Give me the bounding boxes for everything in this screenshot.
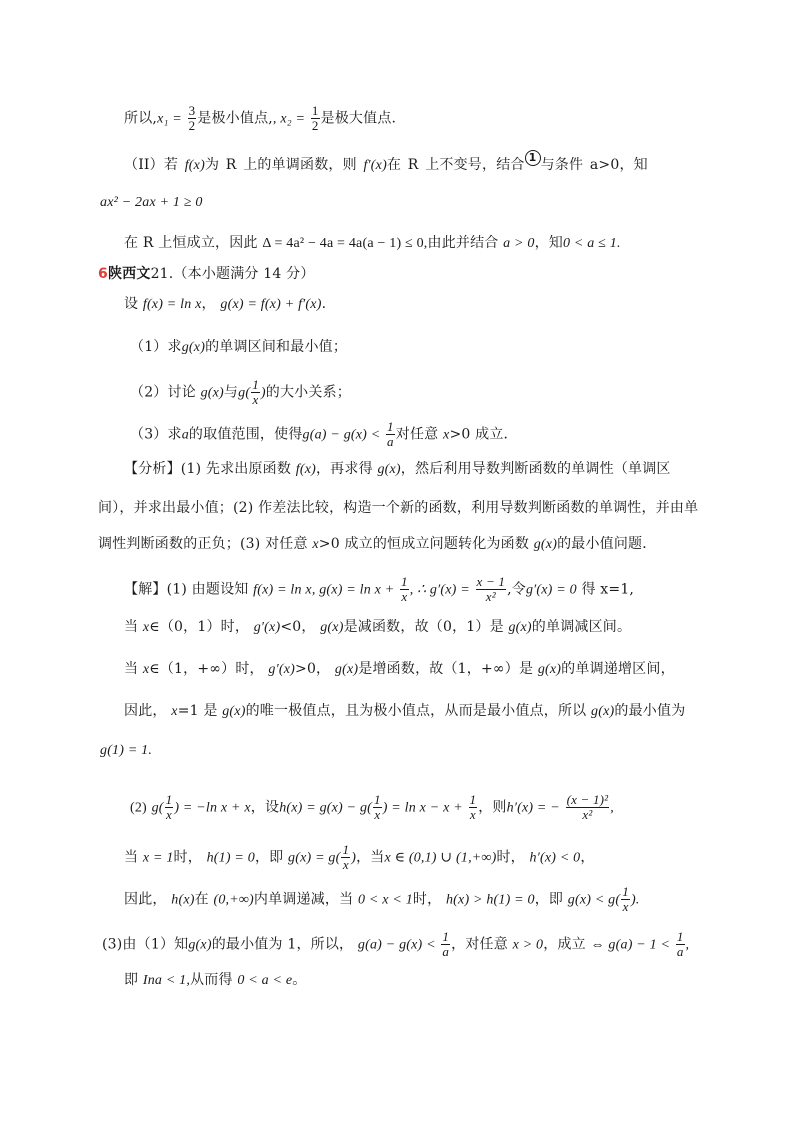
- text-then: ，则: [478, 799, 507, 816]
- question-part-3: [130, 420, 518, 449]
- math-hx-pos: h(x) > h(1) = 0: [445, 892, 535, 908]
- text-interval: ∈（0，1）时，: [149, 619, 250, 635]
- analysis-line-3: [98, 534, 656, 555]
- math-hx: h(x): [171, 892, 195, 908]
- math-gx: g(x): [377, 462, 401, 477]
- math-x-pos: x > 0: [512, 937, 544, 953]
- math-x-range: 0 < x < 1: [357, 892, 413, 908]
- math-close: ): [351, 850, 357, 866]
- math-gx: g(x): [533, 537, 558, 552]
- text-interval: ∈（1，+∞）时，: [149, 661, 264, 677]
- solution-part3-line-2: [124, 970, 306, 991]
- math-gx: g(x): [591, 704, 615, 719]
- math-h-expr: ) = ln x − x +: [382, 800, 463, 816]
- text-combine: 由此并结合: [427, 235, 499, 251]
- math-g-open: g(: [238, 385, 251, 401]
- math-x1: x₁ =: [157, 111, 182, 127]
- text-comma: ，: [201, 296, 216, 312]
- math-comma: ,: [610, 800, 614, 816]
- math-gprime-zero: g′(x) = 0: [525, 582, 577, 598]
- text-analysis-3: 调性判断函数的正负；(3) 对任意: [98, 536, 308, 552]
- text-ie: 即: [124, 972, 139, 988]
- text-increasing: 是增函数，故（1，+∞）是: [358, 661, 534, 677]
- text-end: 。: [292, 972, 307, 988]
- solution-line-4: [124, 701, 685, 722]
- text-x-1: 得 x=1,: [581, 581, 635, 598]
- text-so: 所以,: [124, 110, 158, 127]
- text-line-3: [100, 193, 203, 213]
- math-x: x: [142, 620, 150, 635]
- math-g-inverse: ) = −ln x + x: [174, 800, 251, 816]
- fraction-1-a: $\frac{1}{a}$: [387, 419, 394, 449]
- text-when: 当: [124, 661, 139, 677]
- math-gx: g(x): [200, 385, 224, 401]
- math-gx: g(x): [222, 704, 246, 719]
- text-min-point: 是极小值点,: [197, 110, 273, 127]
- math-ga-gx: g(a) − g(x) <: [302, 427, 381, 443]
- text-q3: （3）求: [130, 426, 182, 443]
- math-positive-interval: (0,+∞): [213, 892, 254, 908]
- math-g1: g(1) = 1.: [100, 743, 153, 758]
- text-always: 在 R 上恒成立，因此: [124, 235, 258, 251]
- text-when: 当: [124, 849, 139, 866]
- solution-line-1: [124, 575, 634, 604]
- text-inc-interval: 的单调递增区间，: [561, 661, 675, 677]
- fraction-1-x: $\frac{1}{x}$: [469, 792, 477, 822]
- math-ln-a: Ina < 1,: [142, 973, 191, 988]
- math-g-open: g(: [151, 800, 164, 816]
- fraction-1-2: $\frac{1}{2}$: [311, 103, 319, 133]
- text-sign: 在 R 上不变号，结合: [386, 157, 525, 173]
- text-q1: （1）求: [130, 339, 182, 355]
- fraction-1-a: $\frac{1}{a}$: [676, 929, 684, 959]
- text-let: 设: [124, 296, 139, 312]
- fraction-1-x: $\frac{1}{x}$: [401, 574, 408, 604]
- text-neg: <0，: [280, 619, 316, 635]
- math-a-e: 0 < a < e: [237, 973, 293, 988]
- text-pos: >0，: [295, 661, 331, 677]
- text-decreasing: 是减函数，故（0，1）是: [343, 619, 504, 635]
- math-f-def: f(x) = ln x: [142, 297, 202, 312]
- math-close: ).: [630, 892, 640, 908]
- text-and: 与: [223, 384, 239, 401]
- text-period: .: [321, 296, 327, 312]
- text-min-value: 的最小值为: [614, 703, 686, 719]
- text-on: 在: [194, 891, 209, 908]
- solution-line-3: [124, 659, 675, 680]
- text-know: ，知: [534, 235, 564, 251]
- math-hprime-neg: h′(x) < 0: [529, 850, 581, 866]
- math-a-range: 0 < a ≤ 1.: [563, 236, 621, 251]
- math-a-positive: a > 0: [503, 236, 535, 251]
- text-any: ，对任意: [451, 936, 508, 953]
- text-solution: 【解】(1) 由题设知: [124, 581, 249, 598]
- text-part-ii: （II）若: [124, 157, 179, 173]
- math-gx: g(x): [320, 620, 344, 635]
- text-min-1: 的最小值为 1，所以，: [211, 936, 354, 953]
- text-when: 当: [124, 619, 139, 635]
- math-comma: ,: [685, 937, 690, 953]
- question-number: 21.（本小题满分 14 分）: [150, 266, 315, 282]
- question-setup: [124, 294, 326, 315]
- text-analysis: 【分析】(1) 先求出原函数: [124, 461, 292, 477]
- text-condition: 与条件 a>0，知: [540, 157, 648, 173]
- math-gx-lt: g(x) < g(: [567, 892, 621, 908]
- math-fx: f(x): [295, 462, 316, 477]
- text-decreasing: 内单调递减，当: [253, 891, 354, 908]
- math-domain: x ∈ (0,1) ∪ (1,+∞): [384, 850, 497, 866]
- math-inequality: ax² − 2ax + 1 ≥ 0: [100, 195, 203, 210]
- question-part-1: [130, 337, 347, 358]
- math-fpx: f′(x): [363, 158, 387, 173]
- text-holds: ，成立: [543, 936, 586, 953]
- math-a: a: [181, 427, 189, 443]
- question-marker: 6: [98, 266, 108, 282]
- circled-one-icon: 1: [525, 150, 541, 166]
- question-heading: [98, 264, 315, 284]
- text-line-2: [124, 150, 648, 176]
- fraction-1-x: $\frac{1}{x}$: [252, 377, 259, 407]
- text-holds: >0 成立．: [449, 426, 518, 443]
- text-hence: 从而得: [190, 972, 233, 988]
- fraction-xm1-x2: $\frac{x - 1}{\text{x²}}$: [476, 574, 506, 604]
- text-part3: (3)由（1）知: [102, 936, 189, 953]
- fraction-1-a: $\frac{1}{a}$: [442, 929, 450, 959]
- text-ie: ，即: [534, 891, 564, 908]
- analysis-line-1: [124, 459, 671, 480]
- math-fx: f(x): [184, 158, 205, 173]
- text-analysis-3b: >0 成立的恒成立问题转化为函数: [318, 536, 530, 552]
- text-therefore: 因此，: [124, 891, 167, 908]
- math-x: x: [142, 662, 150, 677]
- math-gprime: g′(x): [268, 662, 296, 677]
- text-line-4: [124, 233, 621, 254]
- text-ie: ，即: [254, 849, 284, 866]
- math-defs: f(x) = ln x, g(x) = ln x +: [253, 582, 395, 598]
- text-analysis-2: 间），并求出最小值；(2) 作差法比较，构造一个新的函数，利用导数判断函数的单调性，并由单: [98, 500, 699, 516]
- analysis-line-2: [98, 498, 698, 518]
- text-q1-rest: 的单调区间和最小值；: [205, 339, 348, 355]
- math-g-def: g(x) = f(x) + f′(x): [220, 297, 322, 312]
- solution-part2-line-1: [130, 793, 614, 822]
- fraction-1-x: $\frac{1}{x}$: [342, 842, 350, 872]
- math-gx: g(x): [181, 340, 206, 355]
- math-x2: , x₂ =: [272, 111, 306, 127]
- math-x-eq-1: x = 1: [142, 850, 174, 866]
- math-gprime: g′(x): [253, 620, 281, 635]
- text-time: 时，: [173, 849, 202, 866]
- text-comma: ，: [580, 849, 595, 866]
- question-source: 陕西文: [107, 266, 151, 282]
- question-part-2: [130, 378, 351, 407]
- math-x: x: [443, 427, 450, 443]
- fraction-3-2: $\frac{3}{2}$: [188, 103, 196, 133]
- fraction-square-x2: $\frac{\text{(x − 1)²}}{\text{x²}}$: [566, 792, 609, 822]
- math-gx: g(x): [508, 620, 532, 635]
- text-q2: （2）讨论: [130, 384, 196, 401]
- text-analysis-3c: 的最小值问题．: [557, 536, 657, 552]
- text-line-1: [124, 104, 396, 133]
- math-ga-gx: g(a) − g(x) <: [357, 937, 436, 953]
- text-part2: (2): [130, 800, 147, 816]
- math-discriminant: Δ = 4a² − 4a = 4a(a − 1) ≤ 0,: [262, 236, 428, 251]
- solution-line-5: [100, 741, 152, 761]
- text-q2-rest: 的大小关系；: [265, 384, 351, 401]
- text-time: 时，: [496, 849, 525, 866]
- text-analysis-rest: ，然后利用导数判断函数的单调性（单调区: [400, 461, 671, 477]
- text-time: 时，: [412, 891, 442, 908]
- math-iff: ⇔ g(a) − 1 <: [590, 937, 671, 953]
- math-gx: g(x): [334, 662, 359, 677]
- text-eq1: =1 是: [177, 703, 218, 719]
- text-q3-range: 的取值范围，使得: [188, 426, 303, 443]
- math-hprime: h′(x) = −: [506, 800, 560, 816]
- math-close: ): [260, 385, 266, 401]
- math-gprime: , ∴ g′(x) =: [409, 582, 470, 598]
- math-gx: g(x): [188, 937, 212, 953]
- text-monotone: 为 R 上的单调函数，则: [204, 157, 357, 173]
- text-when2: ，当: [356, 849, 385, 866]
- text-dec-interval: 的单调减区间。: [531, 619, 632, 635]
- solution-part2-line-2: [124, 843, 595, 872]
- text-extreme: 的唯一极值点，且为极小值点，从而是最小值点，所以: [245, 703, 587, 719]
- text-any: 对任意: [395, 426, 439, 443]
- text-therefore: 因此，: [124, 703, 167, 719]
- math-h1: h(1) = 0: [206, 850, 255, 866]
- text-then: ，再求得: [315, 461, 373, 477]
- math-gx: g(x): [537, 662, 562, 677]
- math-x: x: [312, 537, 319, 552]
- math-gx-eq: g(x) = g(: [288, 850, 341, 866]
- text-max-point: 是极大值点.: [320, 110, 397, 127]
- fraction-1-x: $\frac{1}{x}$: [374, 792, 381, 822]
- math-h-def: h(x) = g(x) − g(: [279, 800, 373, 816]
- solution-line-2: [124, 617, 631, 638]
- math-x: x: [171, 704, 178, 719]
- solution-part3-line-1: [102, 930, 689, 959]
- fraction-1-x: $\frac{1}{x}$: [165, 792, 173, 822]
- text-let: ，设: [250, 799, 280, 816]
- text-let2: ,令: [507, 581, 526, 598]
- solution-part2-line-3: [124, 885, 640, 914]
- fraction-1-x: $\frac{1}{x}$: [622, 884, 629, 914]
